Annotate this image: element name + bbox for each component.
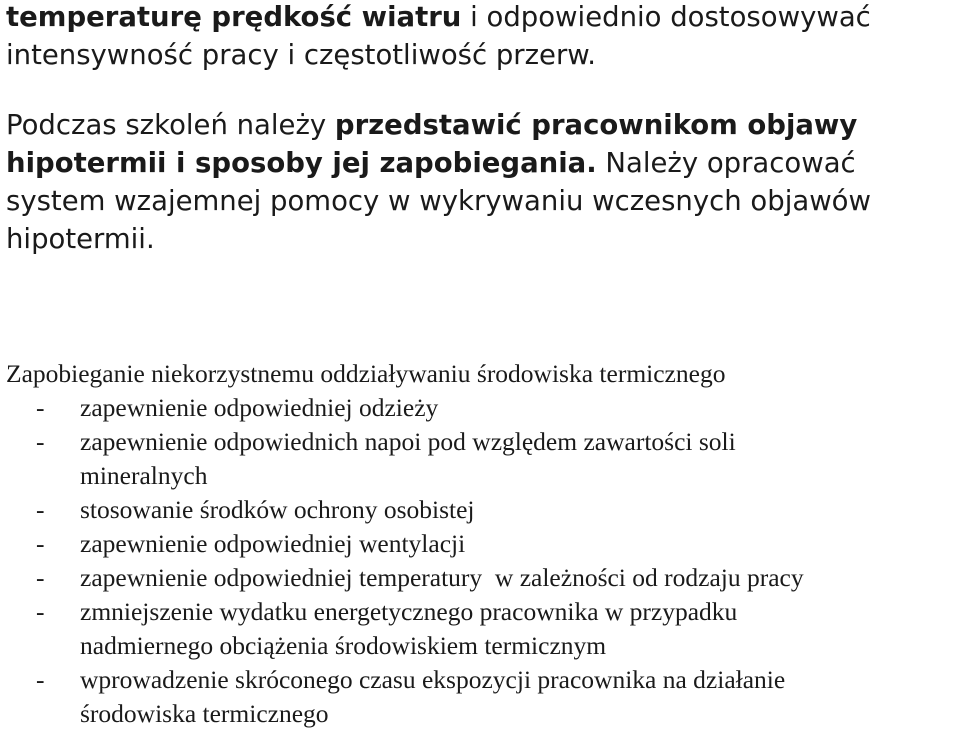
list-item-text-continued: środowiska termicznego (80, 699, 329, 728)
paragraph2-bold-text-1: przedstawić pracownikom objawy (334, 109, 858, 141)
list-item-text-continued: mineralnych (80, 461, 208, 490)
paragraph2-line1 (6, 106, 871, 144)
paragraph2-line4: hipotermii. (6, 223, 155, 255)
paragraph1-bold-text: temperaturę prędkość wiatru (6, 1, 462, 33)
list-item (6, 425, 804, 493)
list-item-text: zapewnienie odpowiednich napoi pod względem zawartości soli (80, 427, 736, 456)
list-dash: - (36, 427, 45, 456)
paragraph-weather-intensity (6, 0, 871, 74)
paragraph-hypothermia-training (6, 106, 871, 258)
list-item-text: zapewnienie odpowiedniej temperatury w zależności od rodzaju pracy (80, 563, 804, 592)
prevention-section (6, 357, 804, 731)
prevention-list (6, 391, 804, 731)
paragraph2-normal-text-2: Należy opracować (596, 147, 856, 179)
list-item-text: wprowadzenie skróconego czasu ekspozycji pracownika na działanie (80, 665, 786, 694)
paragraph1-normal-text: i odpowiednio dostosowywać (461, 1, 871, 33)
list-item-text: zapewnienie odpowiedniej wentylacji (80, 529, 466, 558)
list-dash: - (36, 393, 45, 422)
list-item-text: zapewnienie odpowiedniej odzieży (80, 393, 439, 422)
list-item (6, 561, 804, 595)
list-dash: - (36, 495, 45, 524)
paragraph2-bold-text-2: hipotermii i sposoby jej zapobiegania. (6, 147, 597, 179)
list-item (6, 595, 804, 663)
list-item (6, 493, 804, 527)
list-item-text: stosowanie środków ochrony osobistej (80, 495, 475, 524)
prevention-heading: Zapobieganie niekorzystnemu oddziaływaniu środowiska termicznego (6, 359, 726, 388)
list-dash: - (36, 563, 45, 592)
list-item (6, 391, 804, 425)
list-dash: - (36, 597, 45, 626)
list-item (6, 527, 804, 561)
list-dash: - (36, 665, 45, 694)
paragraph2-normal-text-1: Podczas szkoleń należy (6, 109, 335, 141)
paragraph2-line2 (6, 144, 871, 182)
paragraph1-line2: intensywność pracy i częstotliwość przerw. (6, 39, 596, 71)
list-item (6, 663, 804, 731)
paragraph2-line3: system wzajemnej pomocy w wykrywaniu wczesnych objawów (6, 185, 872, 217)
paragraph1-line1 (6, 0, 871, 36)
list-item-text: zmniejszenie wydatku energetycznego pracownika w przypadku (80, 597, 738, 626)
list-dash: - (36, 529, 45, 558)
list-item-text-continued: nadmiernego obciążenia środowiskiem termicznym (80, 631, 607, 660)
